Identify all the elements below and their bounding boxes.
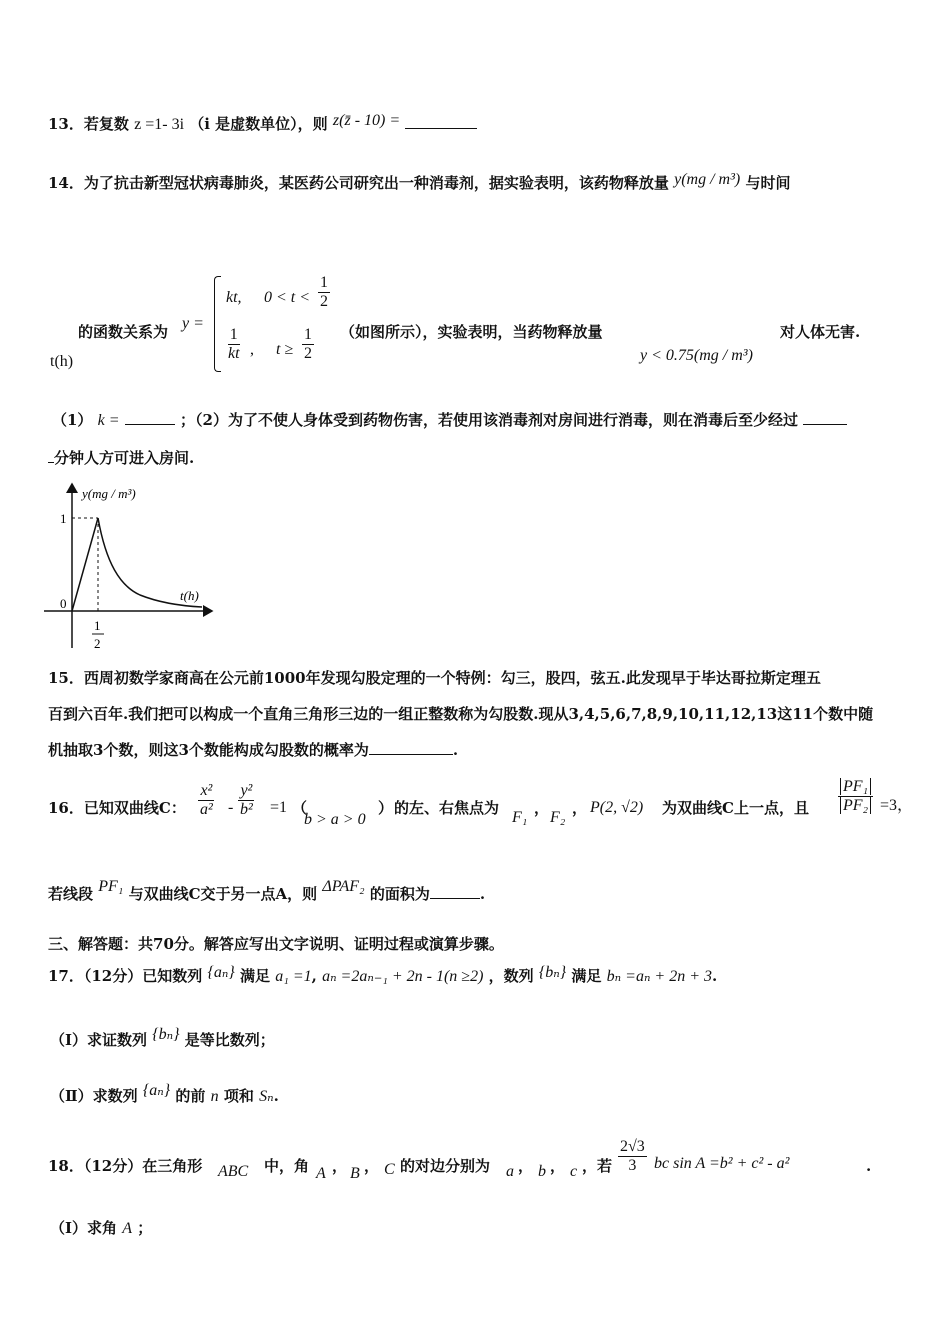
q18-p1b: ；	[137, 1219, 153, 1237]
q16-triangle: ΔPAF₂	[322, 878, 365, 895]
q14-graph	[40, 478, 220, 658]
q18-comma-3: ，	[518, 1157, 534, 1175]
q16-eq1: =1	[270, 799, 288, 816]
q18-d: ，若	[582, 1157, 613, 1175]
q17-p1a: （Ⅰ）求证数列	[50, 1031, 148, 1049]
q16-paren-open: （	[292, 799, 308, 817]
q15-blank	[369, 740, 453, 755]
q15-line-2: 百到六百年.我们把可以构成一个直角三角形三边的一组正整数称为勾股数.现从3,4,5,6,7,8,9,10,11,12,13这11个数中随	[48, 705, 874, 723]
q16-line2c: 的面积为	[369, 885, 430, 903]
q18-p1A: A	[122, 1220, 133, 1237]
q16-blank	[430, 884, 480, 899]
q13-answer-blank	[405, 114, 477, 129]
q16-sep1: ，	[534, 799, 550, 817]
q16-frac-y: $\frac{\text{y²}}{\text{b²}}$	[240, 782, 253, 818]
q18-part-1	[50, 1218, 152, 1239]
q16-minus: -	[228, 799, 234, 816]
q17-c: ，数列	[488, 967, 534, 985]
q17-p1b: 是等比数列；	[184, 1031, 275, 1049]
q18-A: A	[316, 1165, 326, 1182]
q14-text: 14．为了抗击新型冠状病毒肺炎，某医药公司研究出一种消毒剂，据实验表明，该药物释放量	[48, 174, 669, 192]
q14-case2-half: $\frac{1}{2}$	[304, 326, 312, 362]
q13-mid-text: （i 是虚数单位），则	[189, 115, 328, 133]
q17-p2d: .	[273, 1087, 279, 1105]
q14-sub-sep: ；（2）为了不使人身体受到药物伤害，若使用该消毒剂对房间进行消毒，则在消毒后至少经过	[180, 411, 798, 429]
q18-rhs: bc sin A =b² + c² - a²	[654, 1155, 790, 1172]
q16-text2: 为双曲线C上一点，且	[662, 799, 809, 817]
q17-d: 满足	[571, 967, 602, 985]
q14-case2-comma: ,	[250, 341, 254, 358]
graph-y-label: y(mg / m³)	[82, 486, 136, 501]
q14-y-eq: y =	[182, 315, 204, 332]
q14-case2-cond: t ≥	[276, 341, 294, 358]
q16-line2d: .	[479, 885, 486, 903]
q15-line-3	[48, 740, 458, 760]
q15-line-3-end: .	[452, 741, 459, 759]
q18-comma-1: ，	[332, 1157, 348, 1175]
q16-sep2: ，	[572, 799, 588, 817]
q16-segment: PF₁	[98, 878, 124, 895]
question-14-sub	[52, 410, 847, 431]
q14-case1-half: $\frac{1}{2}$	[320, 274, 328, 310]
q17-p1-bn: {bₙ}	[152, 1026, 180, 1043]
q13-number: 13．若复数	[48, 115, 129, 133]
q17-part-2	[50, 1082, 279, 1107]
q18-comma-2: ，	[364, 1157, 380, 1175]
q16-paren-close: ）	[378, 799, 394, 817]
q13-expr: z(z̄ - 10) =	[332, 112, 401, 129]
q17-an: {aₙ}	[207, 964, 235, 981]
q15-line-1: 15．西周初数学家商高在公元前1000年发现勾股定理的一个特例：勾三，股四，弦五.此发现早于毕达哥拉斯定理五	[48, 669, 821, 687]
q16-F2: F₂	[550, 809, 566, 826]
section-3-heading: 三、解答题：共70分。解答应写出文字说明、证明过程或演算步骤。	[48, 935, 504, 953]
q18-frac: $\frac{2√3}{3}$	[620, 1138, 645, 1174]
q14-sub2-end: 分钟人方可进入房间.	[54, 449, 195, 467]
q16-text1: 的左、右焦点为	[394, 799, 500, 817]
q18-e: .	[866, 1157, 872, 1175]
q14-blank-1	[125, 410, 175, 425]
q17-p2a: （Ⅱ）求数列	[50, 1087, 138, 1105]
q14-func-prefix: 的函数关系为	[78, 323, 169, 341]
question-14-line-1	[48, 173, 790, 194]
q18-a: 18．（12分）在三角形	[48, 1157, 203, 1175]
q14-func-end: 对人体无害.	[780, 323, 861, 341]
q18-C: C	[384, 1161, 395, 1178]
q17-p2b: 的前	[175, 1087, 206, 1105]
q17-part-1	[50, 1026, 275, 1051]
q16-ratio: $\frac{\text{PF₁}}{\text{PF₂}}$	[838, 778, 873, 815]
q17-p2-an: {aₙ}	[142, 1082, 171, 1099]
q18-lc: c	[570, 1163, 578, 1180]
q17-recurrence: aₙ =2aₙ₋₁ + 2n - 1(n ≥2)	[322, 968, 484, 985]
q17-a1: a₁ =1	[275, 968, 312, 985]
q14-t-label: t(h)	[50, 353, 74, 370]
q18-lb: b	[538, 1163, 546, 1180]
q16-point-P: P(2, √2)	[590, 799, 644, 816]
question-13	[48, 114, 477, 135]
q18-la: a	[506, 1163, 514, 1180]
q18-B: B	[350, 1165, 360, 1182]
q17-p2c: 项和	[223, 1087, 254, 1105]
q16-eq3: =3，	[880, 797, 914, 814]
graph-origin: 0	[60, 596, 67, 611]
q14-condition: y < 0.75(mg / m³)	[640, 347, 753, 364]
q17-Sn: Sₙ	[259, 1088, 274, 1105]
q14-text-end: 与时间	[745, 174, 791, 192]
question-16-line-2	[48, 878, 486, 905]
q14-case1-expr: kt,	[226, 289, 242, 306]
q17-p2n: n	[210, 1088, 219, 1105]
graph-rising-line	[72, 518, 98, 611]
q14-unit: y(mg / m³)	[674, 171, 741, 188]
q17-bn: {bₙ}	[538, 964, 567, 981]
q18-c: 的对边分别为	[400, 1157, 491, 1175]
q16-number: 16．已知双曲线C：	[48, 799, 186, 817]
graph-x-tick-num: 1	[94, 618, 101, 633]
q18-p1a: （Ⅰ）求角	[50, 1219, 118, 1237]
q17-a: 17．（12分）已知数列	[48, 967, 203, 985]
q17-bdef: bₙ =aₙ + 2n + 3	[606, 968, 713, 985]
q14-sub1: （1）	[52, 411, 93, 429]
q14-k-eq: k =	[97, 412, 120, 429]
q13-z-expr: z =1- 3i	[134, 116, 185, 133]
q16-line2b: 与双曲线C交于另一点A，则	[128, 885, 318, 903]
q18-abc: ABC	[218, 1163, 249, 1180]
q15-line-3-text: 机抽取3个数，则这3个数能构成勾股数的概率为	[48, 741, 369, 759]
q16-cond: b > a > 0	[304, 811, 366, 828]
question-17: 17．（12分）已知数列 {aₙ} 满足 a₁ =1, aₙ =2aₙ₋₁ + 2n - 1(n ≥2) ，数列 {bₙ} 满足 bₙ =aₙ + 2n + 3.	[48, 964, 718, 985]
graph-x-tick-den: 2	[94, 636, 101, 651]
graph-y-tick: 1	[60, 511, 67, 526]
q16-frac-x: $\frac{\text{x²}}{\text{a²}}$	[200, 782, 213, 818]
q18-b: 中，角	[264, 1157, 310, 1175]
q18-comma-4: ，	[550, 1157, 566, 1175]
graph-x-label: t(h)	[180, 588, 199, 603]
q14-blank-2	[803, 410, 847, 425]
q16-line2a: 若线段	[48, 885, 94, 903]
q14-case1-cond: 0 < t <	[264, 289, 311, 306]
q16-F1: F₁	[512, 809, 528, 826]
q14-func-mid: （如图所示），实验表明，当药物释放量	[340, 323, 603, 341]
question-14-sub-end	[48, 448, 194, 468]
q17-e: .	[712, 967, 718, 985]
q14-case2-frac: $\frac{1}{kt}$	[228, 326, 240, 362]
q17-b: 满足	[240, 967, 271, 985]
q14-brace	[214, 276, 221, 372]
